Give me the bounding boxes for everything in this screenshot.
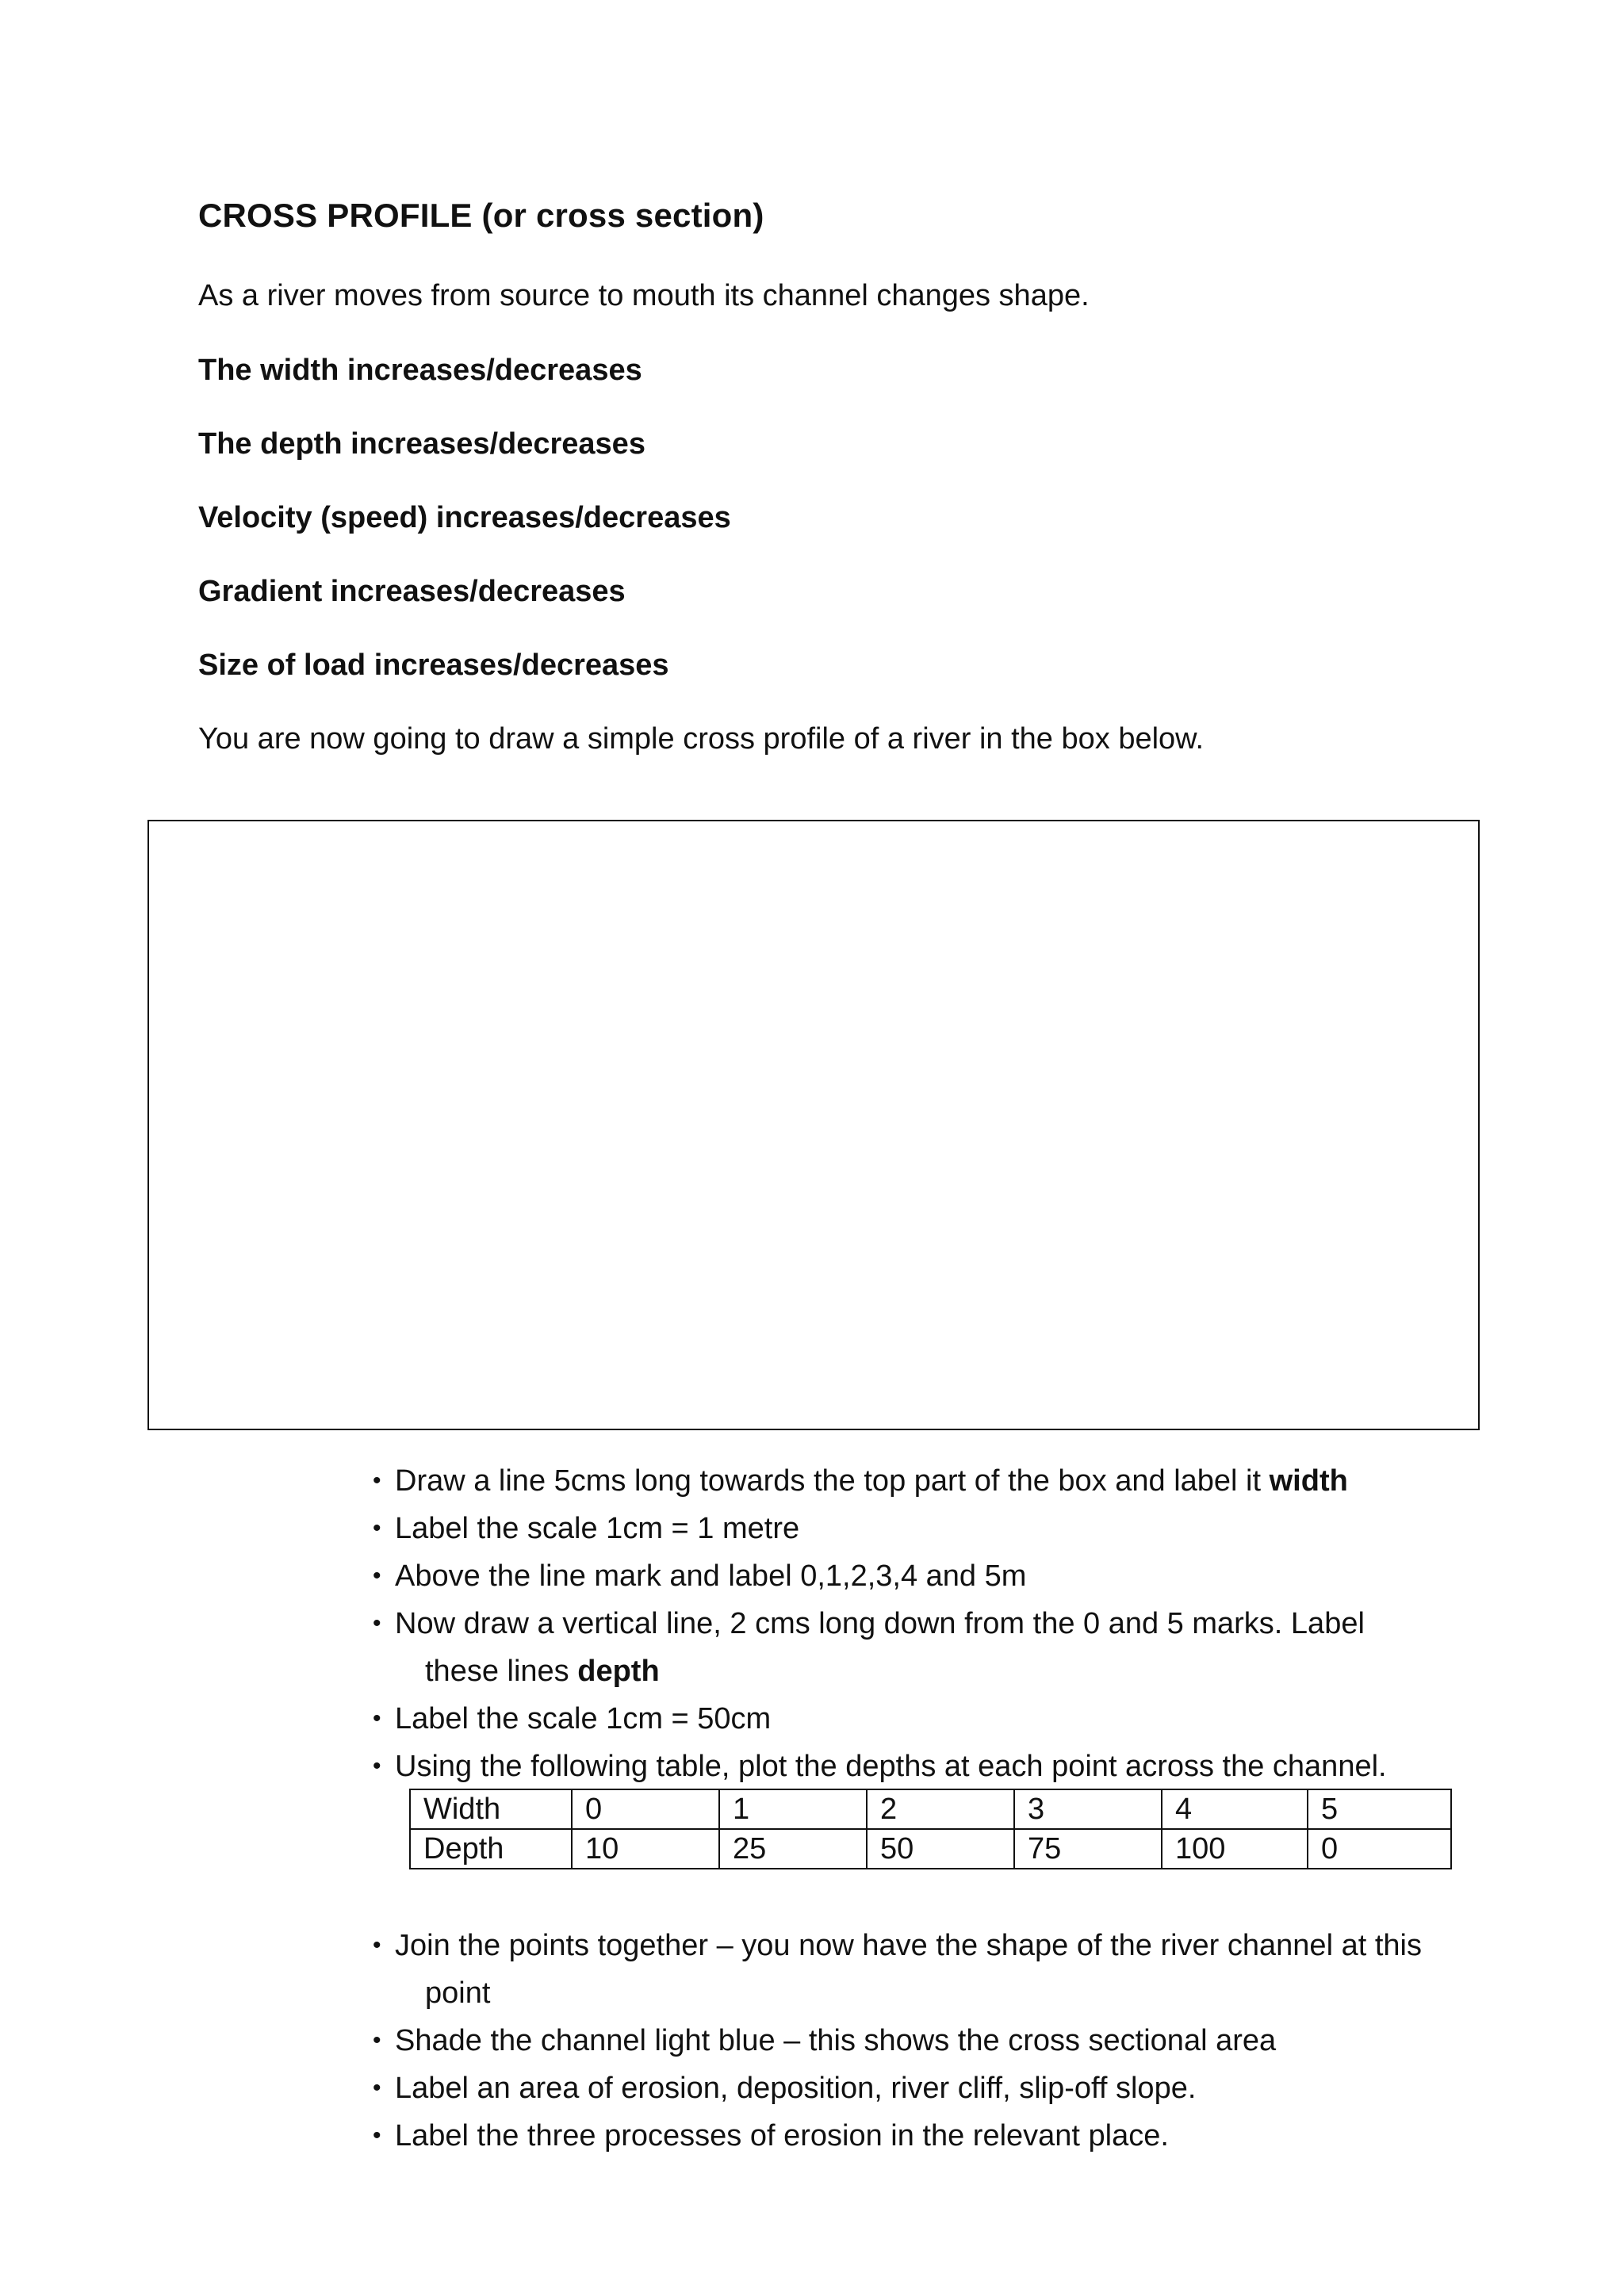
list-item bbox=[373, 2064, 1467, 2112]
list-item bbox=[373, 1743, 1467, 1790]
list-item bbox=[373, 1505, 1467, 1552]
list-item-text: Label an area of erosion, deposition, river cliff, slip-off slope. bbox=[395, 2072, 1197, 2105]
list-item bbox=[373, 1552, 1467, 1600]
table-cell: 3 bbox=[1014, 1789, 1162, 1829]
bullet-icon: • bbox=[373, 1468, 381, 1494]
statement-gradient: Gradient increases/decreases bbox=[198, 575, 626, 608]
list-item-text: Label the scale 1cm = 1 metre bbox=[395, 1512, 800, 1545]
table-row-depth bbox=[410, 1829, 1451, 1869]
intro-line: As a river moves from source to mouth its channel changes shape. bbox=[198, 279, 1090, 312]
table-cell: 2 bbox=[867, 1789, 1014, 1829]
list-item-text: Above the line mark and label 0,1,2,3,4 and 5m bbox=[395, 1559, 1027, 1593]
bullet-icon: • bbox=[373, 1932, 381, 1958]
depth-table bbox=[409, 1789, 1452, 1869]
table-row-width bbox=[410, 1789, 1451, 1829]
table-cell: 75 bbox=[1014, 1829, 1162, 1869]
list-item-bold: width bbox=[1269, 1464, 1348, 1498]
list-item bbox=[373, 2017, 1467, 2064]
table-cell: 25 bbox=[719, 1829, 867, 1869]
table-cell: 4 bbox=[1162, 1789, 1308, 1829]
table-cell: 5 bbox=[1308, 1789, 1451, 1829]
list-item-text: Shade the channel light blue – this shows the cross sectional area bbox=[395, 2024, 1277, 2057]
list-item-text: Label the three processes of erosion in the relevant place. bbox=[395, 2119, 1169, 2152]
bullet-icon: • bbox=[373, 1753, 381, 1779]
list-item bbox=[373, 2112, 1467, 2160]
table-cell: 50 bbox=[867, 1829, 1014, 1869]
bullet-icon: • bbox=[373, 1610, 381, 1636]
drawing-box[interactable] bbox=[147, 820, 1480, 1430]
list-item-text: Label the scale 1cm = 50cm bbox=[395, 1702, 772, 1735]
list-item-text: Draw a line 5cms long towards the top part of the box and label it bbox=[395, 1464, 1270, 1498]
statement-velocity: Velocity (speed) increases/decreases bbox=[198, 501, 731, 534]
bullet-icon: • bbox=[373, 1563, 381, 1589]
list-item-bold: depth bbox=[577, 1655, 660, 1688]
page-title: CROSS PROFILE (or cross section) bbox=[198, 197, 764, 234]
bullet-icon: • bbox=[373, 1515, 381, 1541]
list-item bbox=[373, 1457, 1467, 1505]
list-item-text: Now draw a vertical line, 2 cms long down from the 0 and 5 marks. Label bbox=[395, 1607, 1365, 1640]
statement-load: Size of load increases/decreases bbox=[198, 649, 669, 682]
list-item bbox=[373, 1922, 1467, 2017]
list-item bbox=[373, 1695, 1467, 1743]
statement-depth: The depth increases/decreases bbox=[198, 427, 645, 461]
list-item-text: Using the following table, plot the depths at each point across the channel. bbox=[395, 1750, 1387, 1783]
table-cell: 10 bbox=[572, 1829, 719, 1869]
depth-table-wrapper bbox=[409, 1789, 1452, 1869]
list-item bbox=[373, 1600, 1467, 1695]
table-cell: Width bbox=[410, 1789, 572, 1829]
table-cell: 1 bbox=[719, 1789, 867, 1829]
table-cell: 100 bbox=[1162, 1829, 1308, 1869]
list-item-wrap-text: point bbox=[425, 1976, 491, 2010]
list-item-text: Join the points together – you now have the shape of the river channel at this bbox=[395, 1929, 1422, 1962]
table-cell: Depth bbox=[410, 1829, 572, 1869]
instruction-list-2 bbox=[373, 1922, 1467, 2160]
bullet-icon: • bbox=[373, 2075, 381, 2101]
bullet-icon: • bbox=[373, 1705, 381, 1732]
instruction-list-1 bbox=[373, 1457, 1467, 1790]
list-item-wrap-text: these lines bbox=[425, 1655, 578, 1688]
statement-width: The width increases/decreases bbox=[198, 354, 642, 387]
table-cell: 0 bbox=[1308, 1829, 1451, 1869]
bullet-icon: • bbox=[373, 2122, 381, 2149]
bullet-icon: • bbox=[373, 2027, 381, 2053]
table-cell: 0 bbox=[572, 1789, 719, 1829]
draw-instruction: You are now going to draw a simple cross profile of a river in the box below. bbox=[198, 722, 1205, 756]
